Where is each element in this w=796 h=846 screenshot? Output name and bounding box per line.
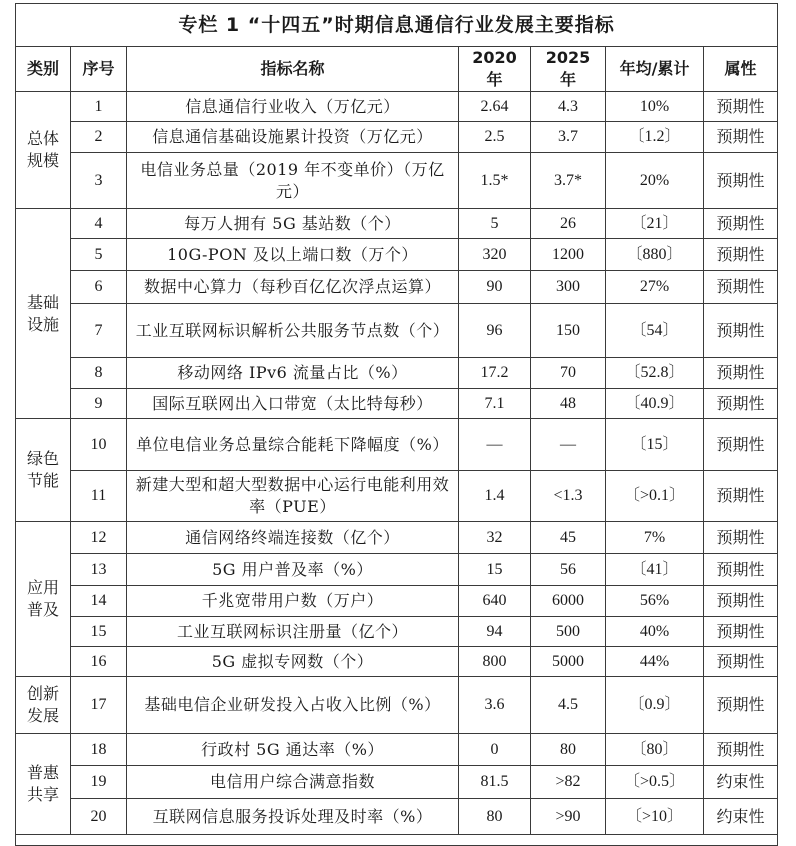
value-2020: 15 — [459, 554, 531, 586]
value-2025: >90 — [531, 799, 606, 835]
category-label-line1: 基础 — [26, 292, 59, 312]
value-attribute: 预期性 — [704, 471, 778, 522]
table-row — [16, 677, 778, 734]
value-2020: 90 — [459, 271, 531, 304]
table-row — [16, 647, 778, 677]
value-2025: 150 — [531, 304, 606, 358]
value-2025: 70 — [531, 358, 606, 389]
value-2025: 5000 — [531, 647, 606, 677]
value-growth: 〔>0.5〕 — [606, 766, 704, 799]
value-attribute: 预期性 — [704, 617, 778, 647]
table-title: 专栏 1 “十四五”时期信息通信行业发展主要指标 — [16, 4, 778, 47]
table-row — [16, 304, 778, 358]
indicator-name: 10G-PON 及以上端口数（万个） — [127, 239, 459, 271]
table-row — [16, 209, 778, 239]
table-footer-cell — [16, 835, 778, 846]
indicator-name: 数据中心算力（每秒百亿亿次浮点运算） — [127, 271, 459, 304]
value-2020: 32 — [459, 522, 531, 554]
row-index: 16 — [71, 647, 127, 677]
table-row — [16, 522, 778, 554]
value-attribute: 预期性 — [704, 358, 778, 389]
value-attribute: 预期性 — [704, 734, 778, 766]
value-growth: 56% — [606, 586, 704, 617]
value-attribute: 预期性 — [704, 239, 778, 271]
indicators-table — [15, 3, 778, 846]
value-2020: 1.5* — [459, 153, 531, 209]
value-growth: 〔80〕 — [606, 734, 704, 766]
value-2025: — — [531, 419, 606, 471]
value-growth: 〔0.9〕 — [606, 677, 704, 734]
indicator-name: 行政村 5G 通达率（%） — [127, 734, 459, 766]
value-2020: 7.1 — [459, 389, 531, 419]
table-row — [16, 389, 778, 419]
header-index: 序号 — [71, 47, 127, 92]
value-2025: 26 — [531, 209, 606, 239]
value-2020: 5 — [459, 209, 531, 239]
row-index: 17 — [71, 677, 127, 734]
row-index: 5 — [71, 239, 127, 271]
category-label-line2: 规模 — [26, 151, 59, 170]
indicator-name: 信息通信基础设施累计投资（万亿元） — [127, 122, 459, 153]
category-label-line2: 设施 — [26, 314, 59, 334]
row-index: 9 — [71, 389, 127, 419]
table-row — [16, 419, 778, 471]
value-2025: 300 — [531, 271, 606, 304]
value-attribute: 预期性 — [704, 389, 778, 419]
header-2025: 2025 年 — [531, 47, 606, 92]
value-2020: 80 — [459, 799, 531, 835]
header-name: 指标名称 — [127, 47, 459, 92]
category-label-line1: 绿色 — [26, 449, 59, 468]
value-growth: 〔40.9〕 — [606, 389, 704, 419]
value-growth: 7% — [606, 522, 704, 554]
value-attribute: 约束性 — [704, 799, 778, 835]
table-row — [16, 617, 778, 647]
value-attribute: 预期性 — [704, 522, 778, 554]
value-2025: >82 — [531, 766, 606, 799]
value-2025: 500 — [531, 617, 606, 647]
value-2025: 6000 — [531, 586, 606, 617]
category-overall-scale — [16, 92, 71, 209]
header-2020: 2020 年 — [459, 47, 531, 92]
row-index: 13 — [71, 554, 127, 586]
row-index: 6 — [71, 271, 127, 304]
indicator-name: 工业互联网标识解析公共服务节点数（个） — [127, 304, 459, 358]
indicator-name: 工业互联网标识注册量（亿个） — [127, 617, 459, 647]
header-row — [16, 47, 778, 92]
row-index: 20 — [71, 799, 127, 835]
table-footer-row — [16, 835, 778, 846]
table-row — [16, 766, 778, 799]
row-index: 7 — [71, 304, 127, 358]
value-attribute: 预期性 — [704, 209, 778, 239]
indicator-name: 电信业务总量（2019 年不变单价）（万亿元） — [127, 153, 459, 209]
value-growth: 〔1.2〕 — [606, 122, 704, 153]
value-2020: 0 — [459, 734, 531, 766]
row-index: 8 — [71, 358, 127, 389]
row-index: 18 — [71, 734, 127, 766]
indicator-name: 5G 虚拟专网数（个） — [127, 647, 459, 677]
document-page — [15, 3, 777, 846]
value-attribute: 预期性 — [704, 554, 778, 586]
indicator-name: 国际互联网出入口带宽（太比特每秒） — [127, 389, 459, 419]
category-label-line2: 普及 — [26, 600, 59, 619]
header-growth: 年均/累计 — [606, 47, 704, 92]
value-2020: 3.6 — [459, 677, 531, 734]
value-2025: 80 — [531, 734, 606, 766]
value-attribute: 约束性 — [704, 766, 778, 799]
table-row — [16, 586, 778, 617]
value-2020: — — [459, 419, 531, 471]
row-index: 14 — [71, 586, 127, 617]
row-index: 2 — [71, 122, 127, 153]
category-universal-sharing — [16, 734, 71, 835]
category-infrastructure — [16, 209, 71, 419]
value-growth: 〔>0.1〕 — [606, 471, 704, 522]
value-2020: 81.5 — [459, 766, 531, 799]
value-2025: 3.7* — [531, 153, 606, 209]
table-row — [16, 554, 778, 586]
value-2020: 2.5 — [459, 122, 531, 153]
category-label-line1: 总体 — [26, 129, 59, 148]
indicator-name: 新建大型和超大型数据中心运行电能利用效率（PUE） — [127, 471, 459, 522]
table-row — [16, 271, 778, 304]
value-attribute: 预期性 — [704, 122, 778, 153]
category-green-energy — [16, 419, 71, 522]
indicator-name: 千兆宽带用户数（万户） — [127, 586, 459, 617]
table-row — [16, 799, 778, 835]
value-2025: 4.3 — [531, 92, 606, 122]
category-label-line1: 创新 — [26, 684, 59, 703]
value-growth: 44% — [606, 647, 704, 677]
value-growth: 〔54〕 — [606, 304, 704, 358]
value-attribute: 预期性 — [704, 153, 778, 209]
value-growth: 20% — [606, 153, 704, 209]
indicator-name: 每万人拥有 5G 基站数（个） — [127, 209, 459, 239]
value-growth: 〔52.8〕 — [606, 358, 704, 389]
value-2025: <1.3 — [531, 471, 606, 522]
value-growth: 10% — [606, 92, 704, 122]
indicator-name: 信息通信行业收入（万亿元） — [127, 92, 459, 122]
value-2025: 45 — [531, 522, 606, 554]
value-2020: 17.2 — [459, 358, 531, 389]
category-label-line2: 共享 — [26, 785, 59, 804]
value-2025: 4.5 — [531, 677, 606, 734]
category-innovation — [16, 677, 71, 734]
value-2020: 1.4 — [459, 471, 531, 522]
value-growth: 〔41〕 — [606, 554, 704, 586]
row-index: 15 — [71, 617, 127, 647]
value-2020: 320 — [459, 239, 531, 271]
row-index: 10 — [71, 419, 127, 471]
value-2020: 640 — [459, 586, 531, 617]
header-attribute: 属性 — [704, 47, 778, 92]
indicator-name: 单位电信业务总量综合能耗下降幅度（%） — [127, 419, 459, 471]
category-label-line1: 应用 — [26, 578, 59, 597]
value-2020: 2.64 — [459, 92, 531, 122]
category-application-adoption — [16, 522, 71, 677]
row-index: 12 — [71, 522, 127, 554]
table-row — [16, 153, 778, 209]
value-growth: 〔21〕 — [606, 209, 704, 239]
indicator-name: 移动网络 IPv6 流量占比（%） — [127, 358, 459, 389]
row-index: 3 — [71, 153, 127, 209]
value-attribute: 预期性 — [704, 647, 778, 677]
value-growth: 27% — [606, 271, 704, 304]
title-row — [16, 4, 778, 47]
value-2020: 800 — [459, 647, 531, 677]
table-row — [16, 122, 778, 153]
value-attribute: 预期性 — [704, 271, 778, 304]
table-row — [16, 239, 778, 271]
table-row — [16, 734, 778, 766]
indicator-name: 电信用户综合满意指数 — [127, 766, 459, 799]
category-label-line1: 普惠 — [26, 763, 59, 782]
indicator-name: 5G 用户普及率（%） — [127, 554, 459, 586]
value-2025: 56 — [531, 554, 606, 586]
row-index: 19 — [71, 766, 127, 799]
indicator-name: 基础电信企业研发投入占收入比例（%） — [127, 677, 459, 734]
indicator-name: 互联网信息服务投诉处理及时率（%） — [127, 799, 459, 835]
table-row — [16, 92, 778, 122]
value-growth: 〔15〕 — [606, 419, 704, 471]
value-attribute: 预期性 — [704, 419, 778, 471]
category-label-line2: 节能 — [26, 471, 59, 490]
value-2020: 94 — [459, 617, 531, 647]
value-2025: 48 — [531, 389, 606, 419]
row-index: 11 — [71, 471, 127, 522]
value-growth: 〔>10〕 — [606, 799, 704, 835]
value-attribute: 预期性 — [704, 304, 778, 358]
value-attribute: 预期性 — [704, 586, 778, 617]
table-row — [16, 471, 778, 522]
value-2025: 1200 — [531, 239, 606, 271]
value-attribute: 预期性 — [704, 92, 778, 122]
value-attribute: 预期性 — [704, 677, 778, 734]
value-growth: 〔880〕 — [606, 239, 704, 271]
value-growth: 40% — [606, 617, 704, 647]
row-index: 1 — [71, 92, 127, 122]
value-2020: 96 — [459, 304, 531, 358]
header-category: 类别 — [16, 47, 71, 92]
category-label-line2: 发展 — [26, 706, 59, 725]
indicator-name: 通信网络终端连接数（亿个） — [127, 522, 459, 554]
table-row — [16, 358, 778, 389]
value-2025: 3.7 — [531, 122, 606, 153]
row-index: 4 — [71, 209, 127, 239]
